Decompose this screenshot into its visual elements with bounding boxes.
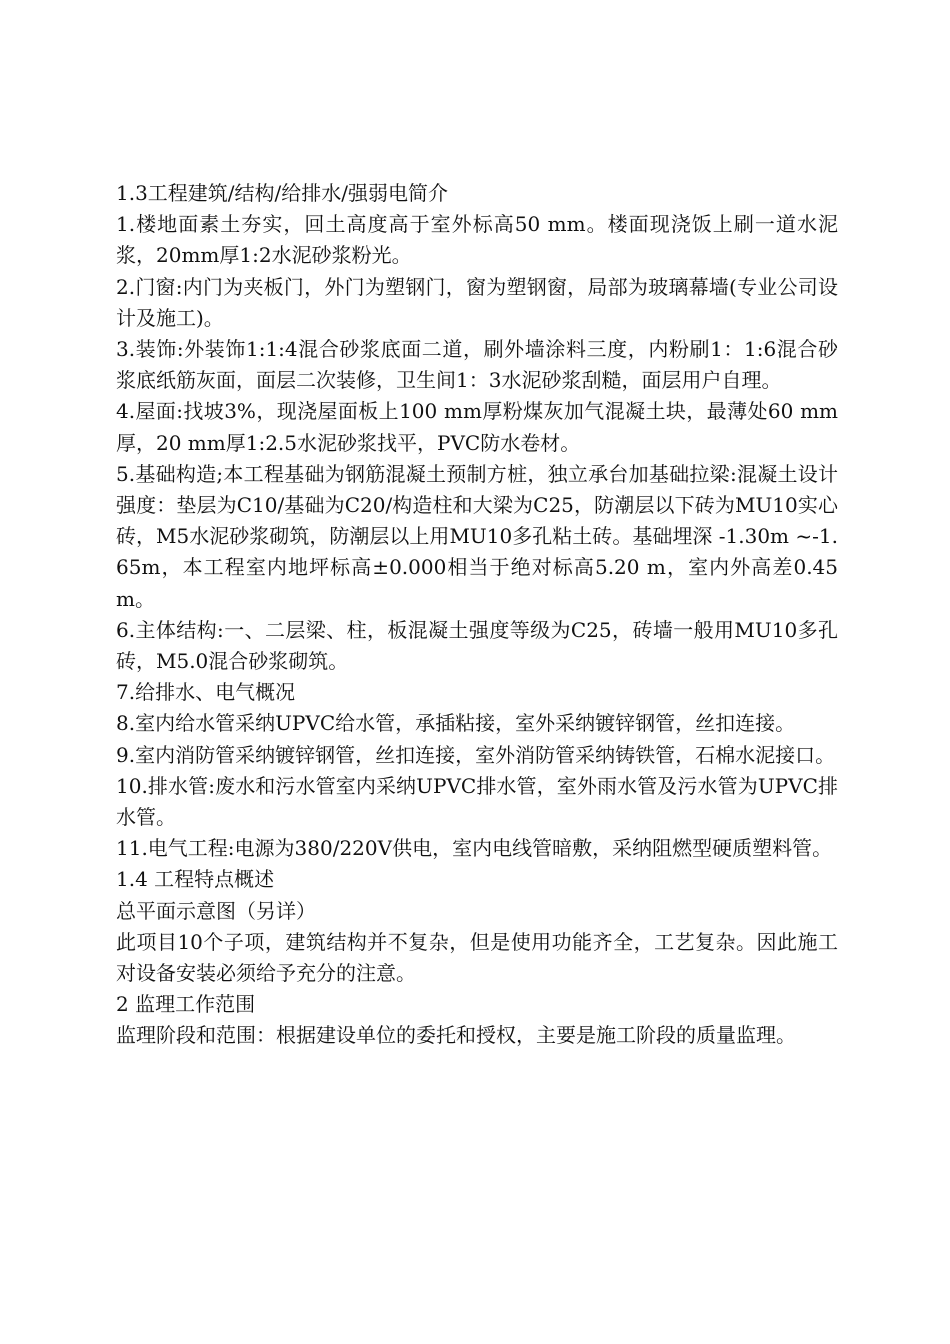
section-heading-1-4: 1.4 工程特点概述	[116, 867, 275, 892]
paragraph-project-features: 此项目10个子项，建筑结构并不复杂，但是使用功能齐全，工艺复杂。因此施工对设备安装必须给予充分的注意。	[116, 929, 838, 986]
paragraph-floor: 1.楼地面素土夯实，回土高度高于室外标高50 mm。楼面现浇饭上刷一道水泥浆，20mm厚1:2水泥砂浆粉光。	[116, 212, 838, 268]
paragraph-roof: 4.屋面:找坡3%，现浇屋面板上100 mm厚粉煤灰加气混凝土块，最薄处60 mm厚，20 mm厚1:2.5水泥砂浆找平，PVC防水卷材。	[116, 399, 838, 455]
section-heading-1-3: 1.3工程建筑/结构/给排水/强弱电简介	[116, 181, 449, 205]
paragraph-foundation: 5.基础构造;本工程基础为钢筋混凝土预制方桩，独立承台加基础拉梁:混凝土设计强度：垫层为C10/基础为C20/构造柱和大梁为C25，防潮层以下砖为MU10实心砖，M5水泥砂浆砌筑，防潮层以上用MU10多孔粘土砖。基础埋深 -1.30m ~-1.65m，本工程室内地坪标高±0.000相当于绝对标高5.20 m，室内外高差0.45m。	[116, 461, 838, 611]
section-heading-2: 2 监理工作范围	[116, 992, 256, 1017]
paragraph-electrical: 11.电气工程:电源为380/220V供电，室内电线管暗敷，采纳阻燃型硬质塑料管。	[116, 836, 833, 861]
paragraph-fire-pipes: 9.室内消防管采纳镀锌钢管，丝扣连接，室外消防管采纳铸铁管，石棉水泥接口。	[116, 742, 836, 767]
paragraph-doors-windows: 2.门窗:内门为夹板门，外门为塑钢门，窗为塑钢窗，局部为玻璃幕墙(专业公司设计及施工)。	[116, 274, 838, 330]
paragraph-decoration: 3.装饰:外装饰1:1:4混合砂浆底面二道，刷外墙涂料三度，内粉刷1：1:6混合砂浆底纸筋灰面，面层二次装修，卫生间1：3水泥砂浆刮糙，面层用户自理。	[116, 337, 838, 393]
paragraph-water-supply: 8.室内给水管采纳UPVC给水管，承插粘接，室外采纳镀锌钢管，丝扣连接。	[116, 711, 796, 736]
paragraph-main-structure: 6.主体结构:一、二层梁、柱，板混凝土强度等级为C25，砖墙一般用MU10多孔砖，M5.0混合砂浆砌筑。	[116, 617, 838, 674]
paragraph-supervision-scope: 监理阶段和范围：根据建设单位的委托和授权，主要是施工阶段的质量监理。	[116, 1023, 796, 1048]
document-body	[116, 178, 838, 1052]
paragraph-site-plan: 总平面示意图（另详）	[116, 898, 316, 923]
paragraph-plumbing-electrical-heading: 7.给排水、电气概况	[116, 680, 296, 705]
paragraph-drainage: 10.排水管:废水和污水管室内采纳UPVC排水管，室外雨水管及污水管为UPVC排水管。	[116, 773, 838, 830]
